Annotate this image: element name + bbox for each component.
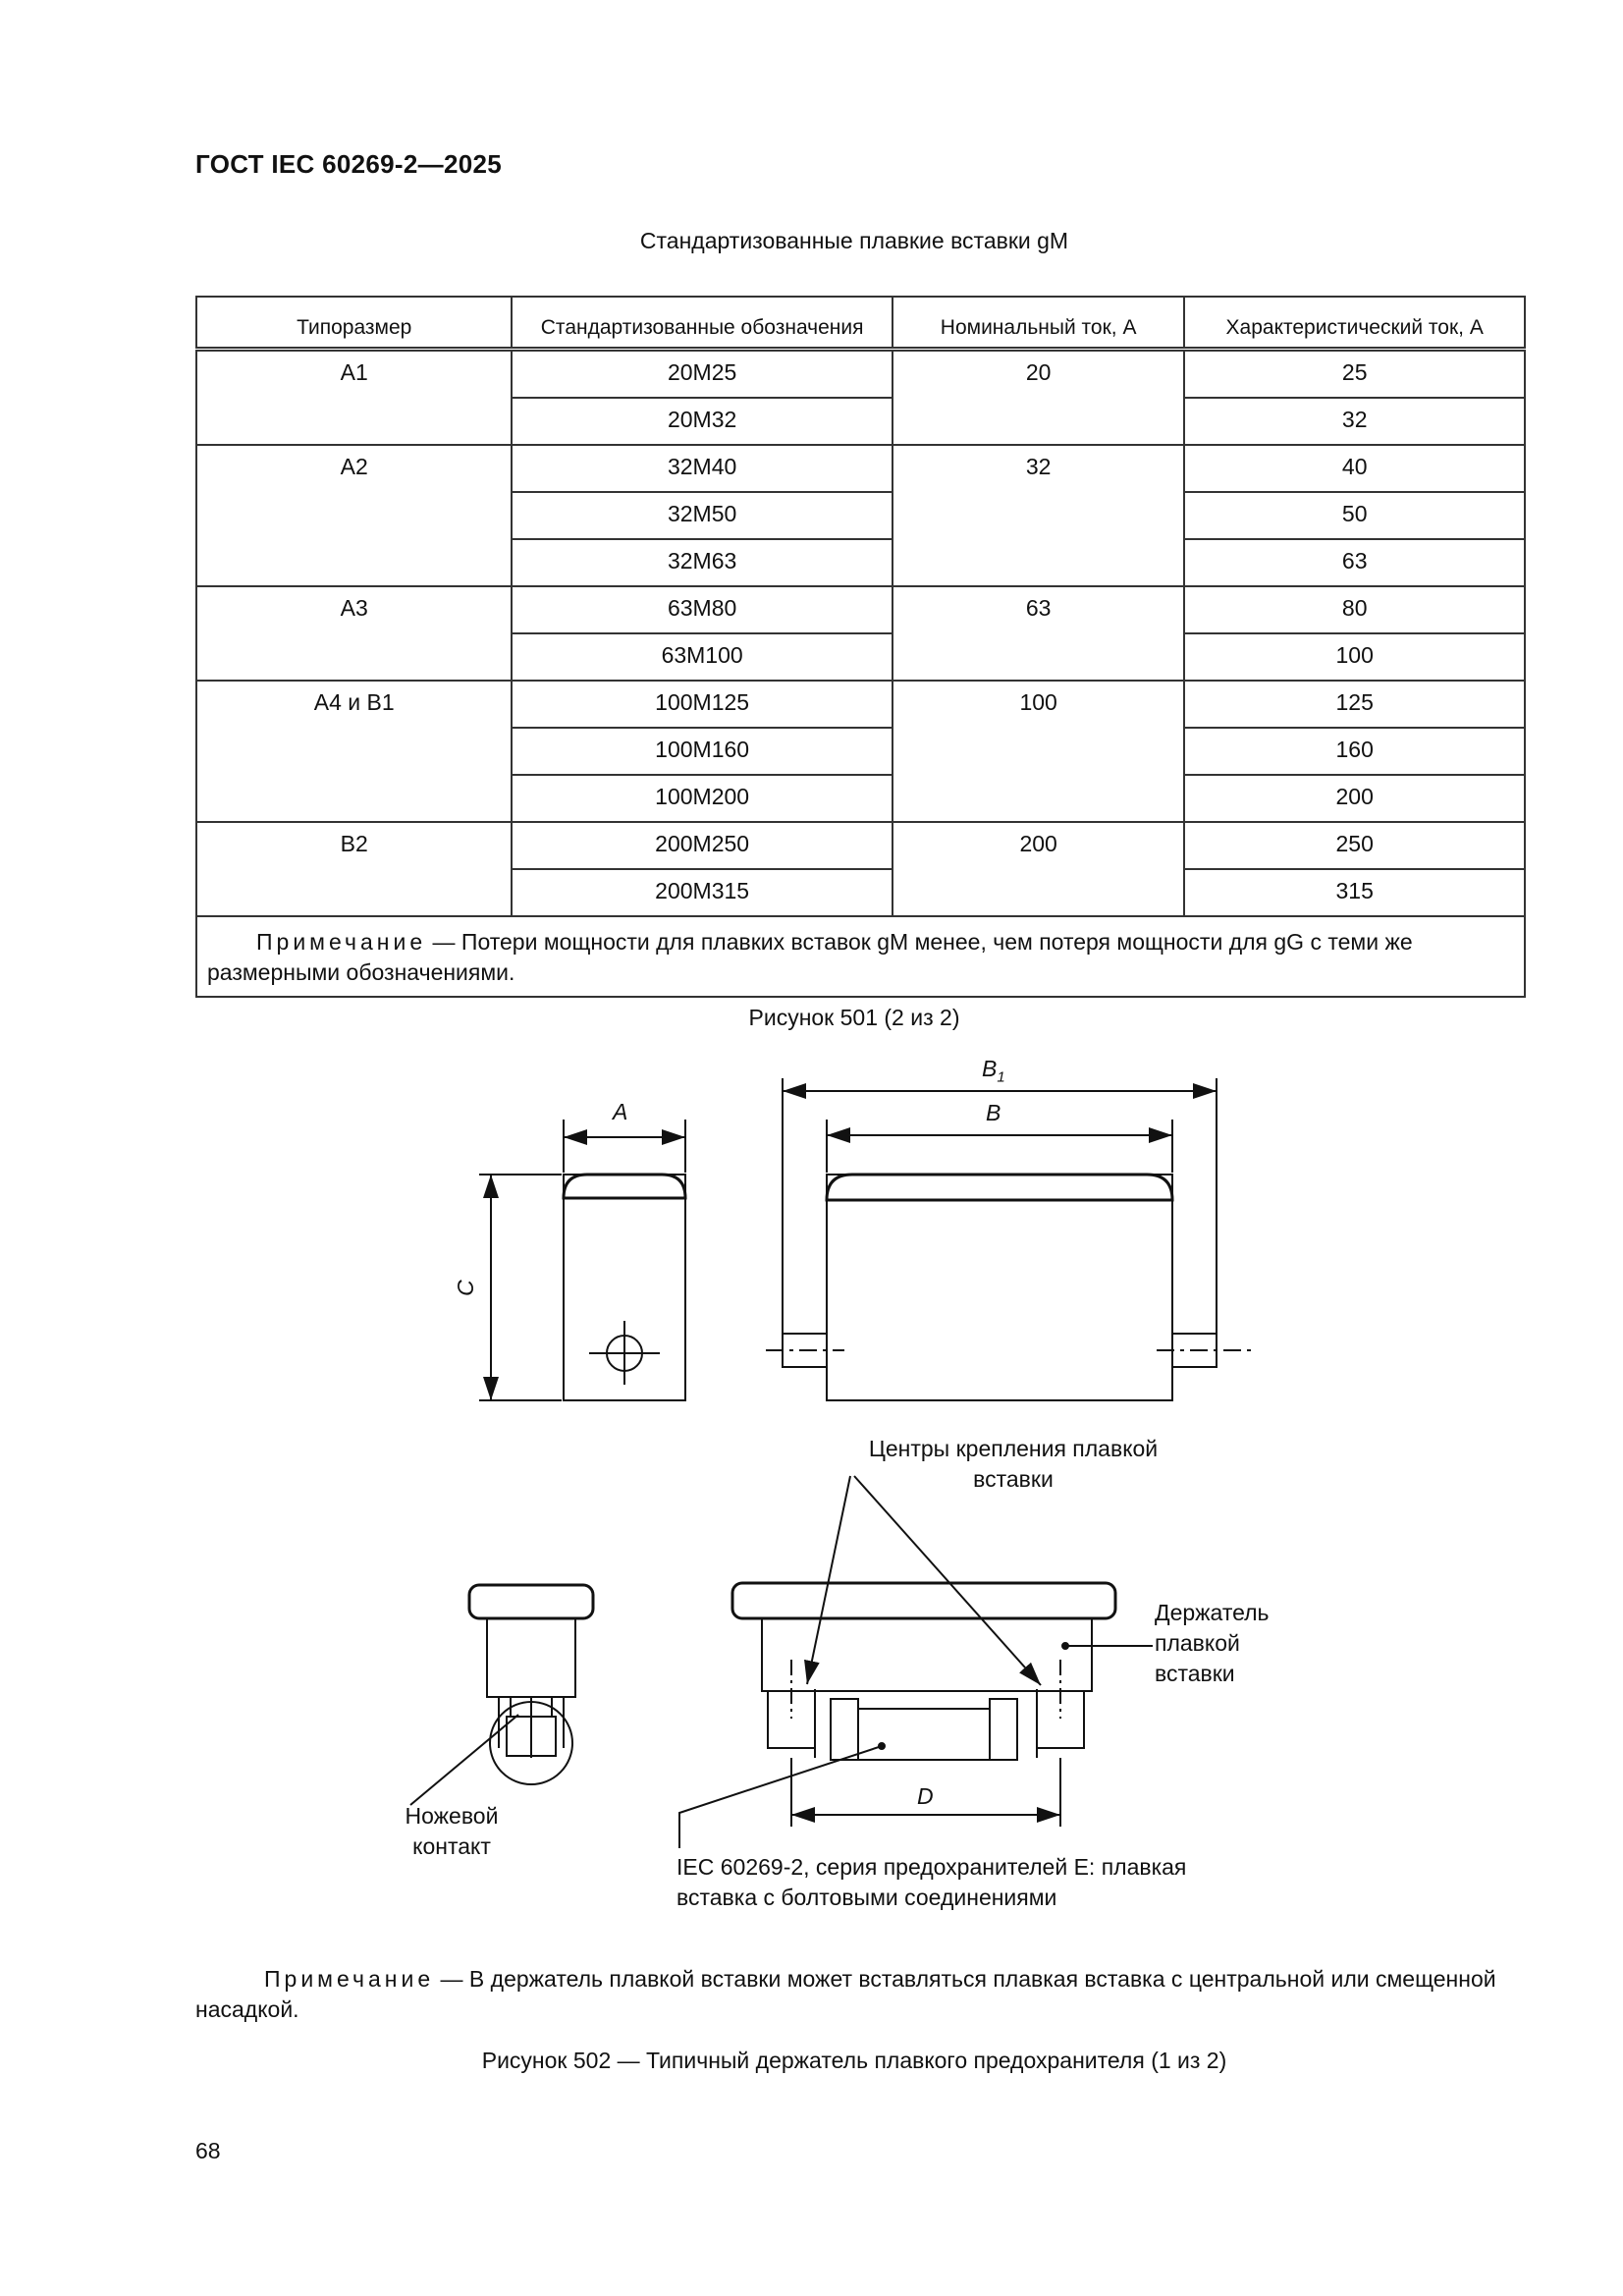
size-cell: A4 и B1	[196, 681, 512, 822]
char-current-cell: 250	[1184, 822, 1525, 869]
dimension-d-label: D	[917, 1783, 934, 1809]
designation-cell: 32M50	[512, 492, 892, 539]
dimension-b-label: B	[986, 1100, 1001, 1125]
column-header: Стандартизованные обозначения	[512, 297, 892, 350]
designation-cell: 63M100	[512, 633, 892, 681]
designation-cell: 200M250	[512, 822, 892, 869]
dimension-c-label: C	[452, 1280, 478, 1296]
char-current-cell: 32	[1184, 398, 1525, 445]
centers-label: Центры крепления плавкой вставки	[868, 1436, 1159, 1492]
column-header: Номинальный ток, А	[893, 297, 1185, 350]
page-note	[195, 1964, 1526, 2025]
size-cell: B2	[196, 822, 512, 916]
designation-cell: 100M125	[512, 681, 892, 728]
column-header: Типоразмер	[196, 297, 512, 350]
char-current-cell: 63	[1184, 539, 1525, 586]
char-current-cell: 200	[1184, 775, 1525, 822]
char-current-cell: 315	[1184, 869, 1525, 916]
holder-side-view	[469, 1585, 593, 1784]
table-caption: Стандартизованные плавкие вставки gM	[639, 228, 1069, 253]
size-cell: A2	[196, 445, 512, 586]
char-current-cell: 80	[1184, 586, 1525, 633]
designation-cell: 20M32	[512, 398, 892, 445]
char-current-cell: 160	[1184, 728, 1525, 775]
document-header: ГОСТ IEC 60269-2—2025	[195, 149, 502, 179]
holder-front-view	[732, 1583, 1115, 1760]
dimension-a	[564, 1120, 685, 1173]
centers-leaders	[807, 1476, 1041, 1685]
column-header: Характеристический ток, А	[1184, 297, 1525, 350]
designation-cell: 32M40	[512, 445, 892, 492]
figure-501-caption: Рисунок 501 (2 из 2)	[748, 1005, 960, 1030]
char-current-cell: 40	[1184, 445, 1525, 492]
page-note-prefix: Примечание	[264, 1966, 435, 1992]
dimension-b1-letter: B	[982, 1056, 998, 1081]
designation-cell: 100M160	[512, 728, 892, 775]
table-note-text: — Потери мощности для плавких вставок gM менее, чем потеря мощности для gG с теми же размерными обозначениями.	[207, 929, 1413, 985]
page-number: 68	[195, 2138, 221, 2163]
side-view-body	[564, 1175, 685, 1400]
figure-502-caption: Рисунок 502 — Типичный держатель плавкого предохранителя (1 из 2)	[481, 2048, 1227, 2073]
knife-contact-label: Ножевой контакт	[405, 1803, 499, 1859]
designation-cell: 200M315	[512, 869, 892, 916]
char-current-cell: 125	[1184, 681, 1525, 728]
table-note-prefix: Примечание	[256, 929, 427, 955]
rated-current-cell: 63	[893, 586, 1185, 681]
size-cell: A1	[196, 350, 512, 446]
dimension-b1-subscript: 1	[997, 1068, 1005, 1086]
designation-cell: 32M63	[512, 539, 892, 586]
fuse-label: IEC 60269-2, серия предохранителей E: плавкая вставка с болтовыми соединениями	[676, 1854, 1187, 1910]
dimension-b1-label	[982, 1054, 1005, 1093]
designation-cell: 63M80	[512, 586, 892, 633]
page-note-text: — В держатель плавкой вставки может вставляться плавкая вставка с центральной или смещенной насадкой.	[195, 1966, 1496, 2022]
dimension-a-label: A	[613, 1099, 628, 1124]
dimension-c	[479, 1175, 562, 1400]
holder-leader	[1062, 1643, 1153, 1649]
char-current-cell: 25	[1184, 350, 1525, 399]
char-current-cell: 50	[1184, 492, 1525, 539]
holder-label: Держатель плавкой вставки	[1155, 1600, 1270, 1686]
char-current-cell: 100	[1184, 633, 1525, 681]
knife-contact-leader	[410, 1715, 518, 1805]
rated-current-cell: 100	[893, 681, 1185, 822]
designation-cell: 20M25	[512, 350, 892, 399]
rated-current-cell: 20	[893, 350, 1185, 446]
size-cell: A3	[196, 586, 512, 681]
rated-current-cell: 32	[893, 445, 1185, 586]
rated-current-cell: 200	[893, 822, 1185, 916]
front-view-body	[766, 1175, 1255, 1400]
designation-cell: 100M200	[512, 775, 892, 822]
